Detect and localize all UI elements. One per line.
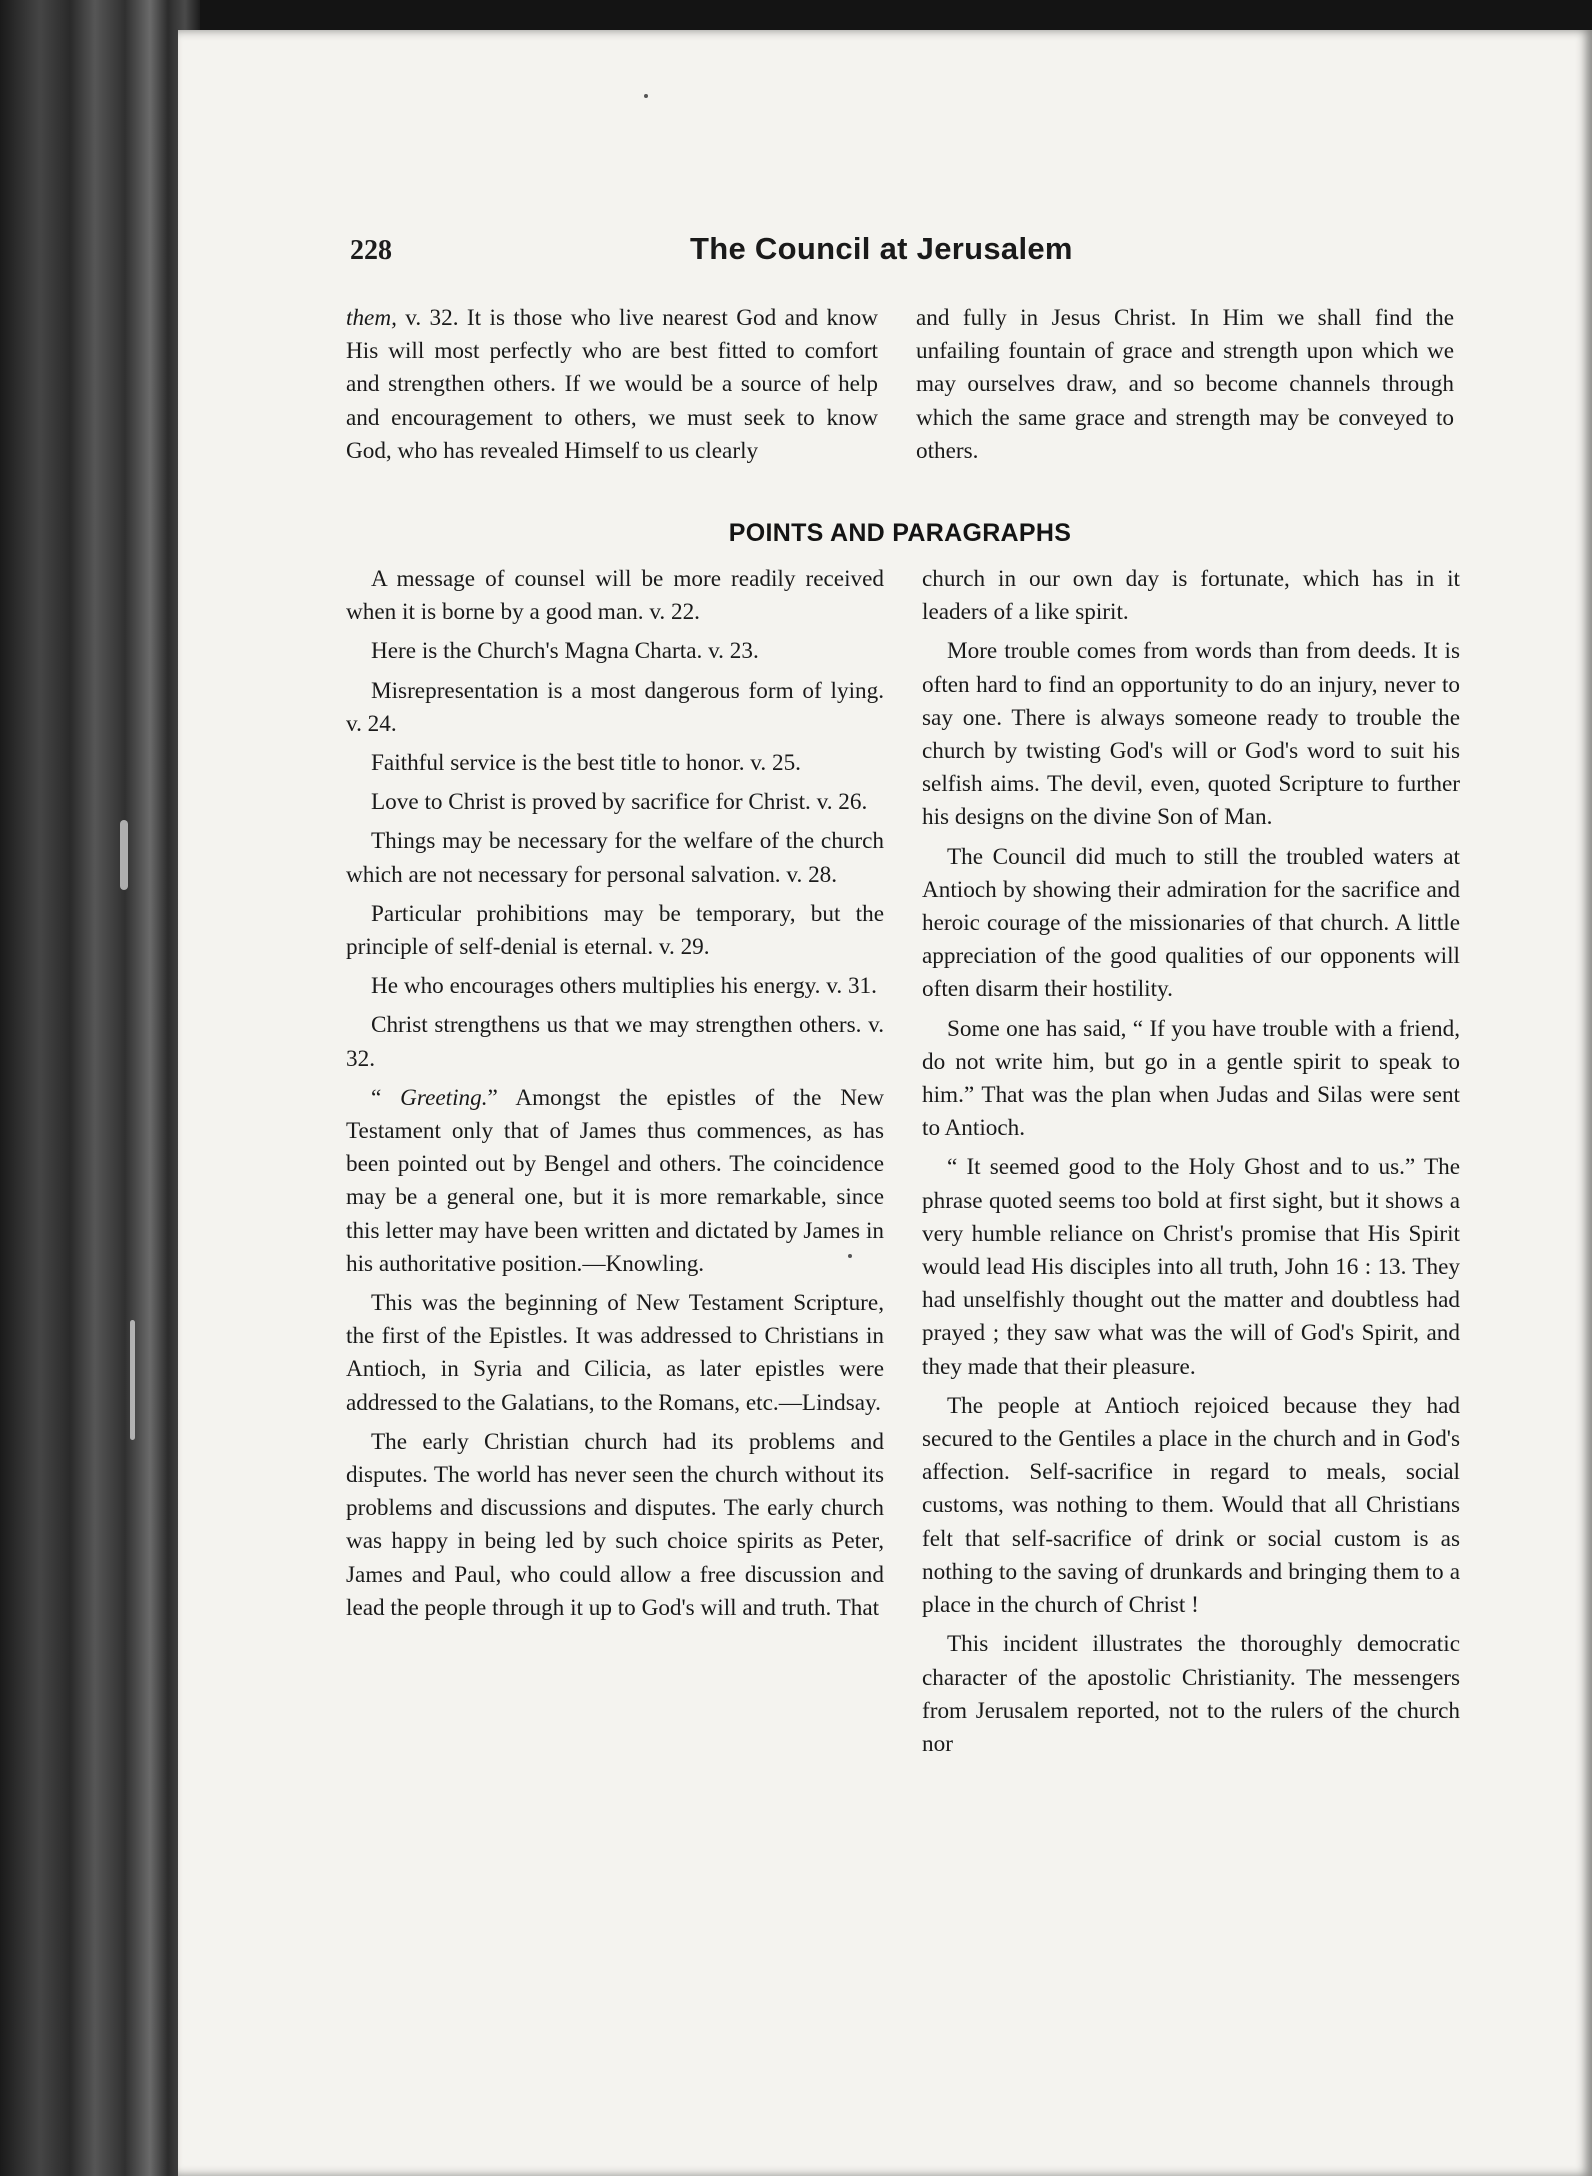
paragraph: Here is the Church's Magna Charta. v. 23. <box>371 638 759 665</box>
section-heading: POINTS AND PARAGRAPHS <box>728 519 1072 547</box>
paragraph: Faithful service is the best title to honor. v. 25. <box>371 750 801 777</box>
paragraph: This was the beginning of New Testament Scripture, the first of the Epistles. It was addressed to Christians in Antioch, in Syria and Cilicia, as later epistles were addressed to the Galatians, to the Romans, etc.—Lindsay. <box>346 1290 884 1416</box>
paragraph: More trouble comes from words than from deeds. It is often hard to find an opportunity to do an injury, never to say one. There is always someone ready to trouble the church by twisting God's will or God's word to suit his selfish aims. The devil, even, quoted Scripture to further his designs on the divine Son of Man. <box>922 638 1460 831</box>
running-head <box>350 231 1480 275</box>
intro-right-column <box>916 302 1454 474</box>
paragraph: church in our own day is fortunate, which has in it leaders of a like spirit. <box>922 566 1460 626</box>
chapter-title: The Council at Jerusalem <box>690 231 1073 266</box>
paragraph: “ It seemed good to the Holy Ghost and to us.” The phrase quoted seems too bold at first sight, but it shows a very humble reliance on Christ's promise that His Spirit would lead His disciples into all truth, John 16 : 13. They had unselfishly thought out the matter and doubtless had prayed ; they saw what was the will of God's Spirit, and they made that their pleasure. <box>922 1154 1460 1380</box>
paragraph: Some one has said, “ If you have trouble with a friend, do not write him, but go in a gentle spirit to speak to him.” That was the plan when Judas and Silas were sent to Antioch. <box>922 1015 1460 1142</box>
left-column <box>346 563 884 1631</box>
paragraph: Love to Christ is proved by sacrifice for Christ. v. 26. <box>371 789 868 816</box>
intro-right-paragraph: and fully in Jesus Christ. In Him we shall find the unfailing fountain of grace and strength upon which we may ourselves draw, and so become channels through which the same grace and strength may be conveyed to others. <box>916 305 1454 464</box>
paragraph: Misrepresentation is a most dangerous form of lying. v. 24. <box>346 677 884 737</box>
paragraph: The Council did much to still the troubled waters at Antioch by showing their admiration for the sacrifice and heroic courage of the missionaries of that church. A little appreciation of the good qualities of our opponents will often disarm their hostility. <box>922 843 1460 1003</box>
paragraph: Things may be necessary for the welfare of the church which are not necessary for personal salvation. v. 28. <box>346 828 884 888</box>
paragraph: The people at Antioch rejoiced because they had secured to the Gentiles a place in the church and in God's affection. Self-sacrifice in regard to meals, social customs, was nothing to them. Would that all Christians felt that self-sacrifice of drink or social custom is as nothing to the saving of drunkards and bringing them to a place in the church of Christ ! <box>922 1392 1460 1619</box>
greeting-paragraph: “ Greeting.” Amongst the epistles of the New Testament only that of James thus commences, as has been pointed out by Bengel and others. The coincidence may be a general one, but it is more remarkable, since this letter may have been written and dictated by James in his authoritative position.—Knowling. <box>346 1084 884 1277</box>
paragraph: Particular prohibitions may be temporary, but the principle of self-denial is eternal. v. 29. <box>346 900 884 961</box>
paragraph: This incident illustrates the thoroughly democratic character of the apostolic Christianity. The messengers from Jerusalem reported, not to the rulers of the church nor <box>922 1631 1460 1757</box>
right-column <box>922 563 1460 1767</box>
paragraph: He who encourages others multiplies his energy. v. 31. <box>371 973 877 1000</box>
book-binding-edge <box>0 0 200 2176</box>
intro-left-paragraph: them, v. 32. It is those who live nearest God and know His will most perfectly who are best fitted to comfort and strengthen others. If we would be a source of help and encouragement to others, we must seek to know God, who has revealed Himself to us clearly <box>346 305 878 464</box>
intro-left-column <box>346 302 878 474</box>
paragraph: The early Christian church had its problems and disputes. The world has never seen the church without its problems and discussions and disputes. The early church was happy in being led by such choice spirits as Peter, James and Paul, who could allow a free discussion and lead the people through it up to God's will and truth. That <box>346 1428 884 1621</box>
paragraph: A message of counsel will be more readily received when it is borne by a good man. v. 22. <box>346 566 884 626</box>
paragraph: Christ strengthens us that we may strengthen others. v. 32. <box>346 1012 884 1072</box>
page-number: 228 <box>350 235 392 266</box>
